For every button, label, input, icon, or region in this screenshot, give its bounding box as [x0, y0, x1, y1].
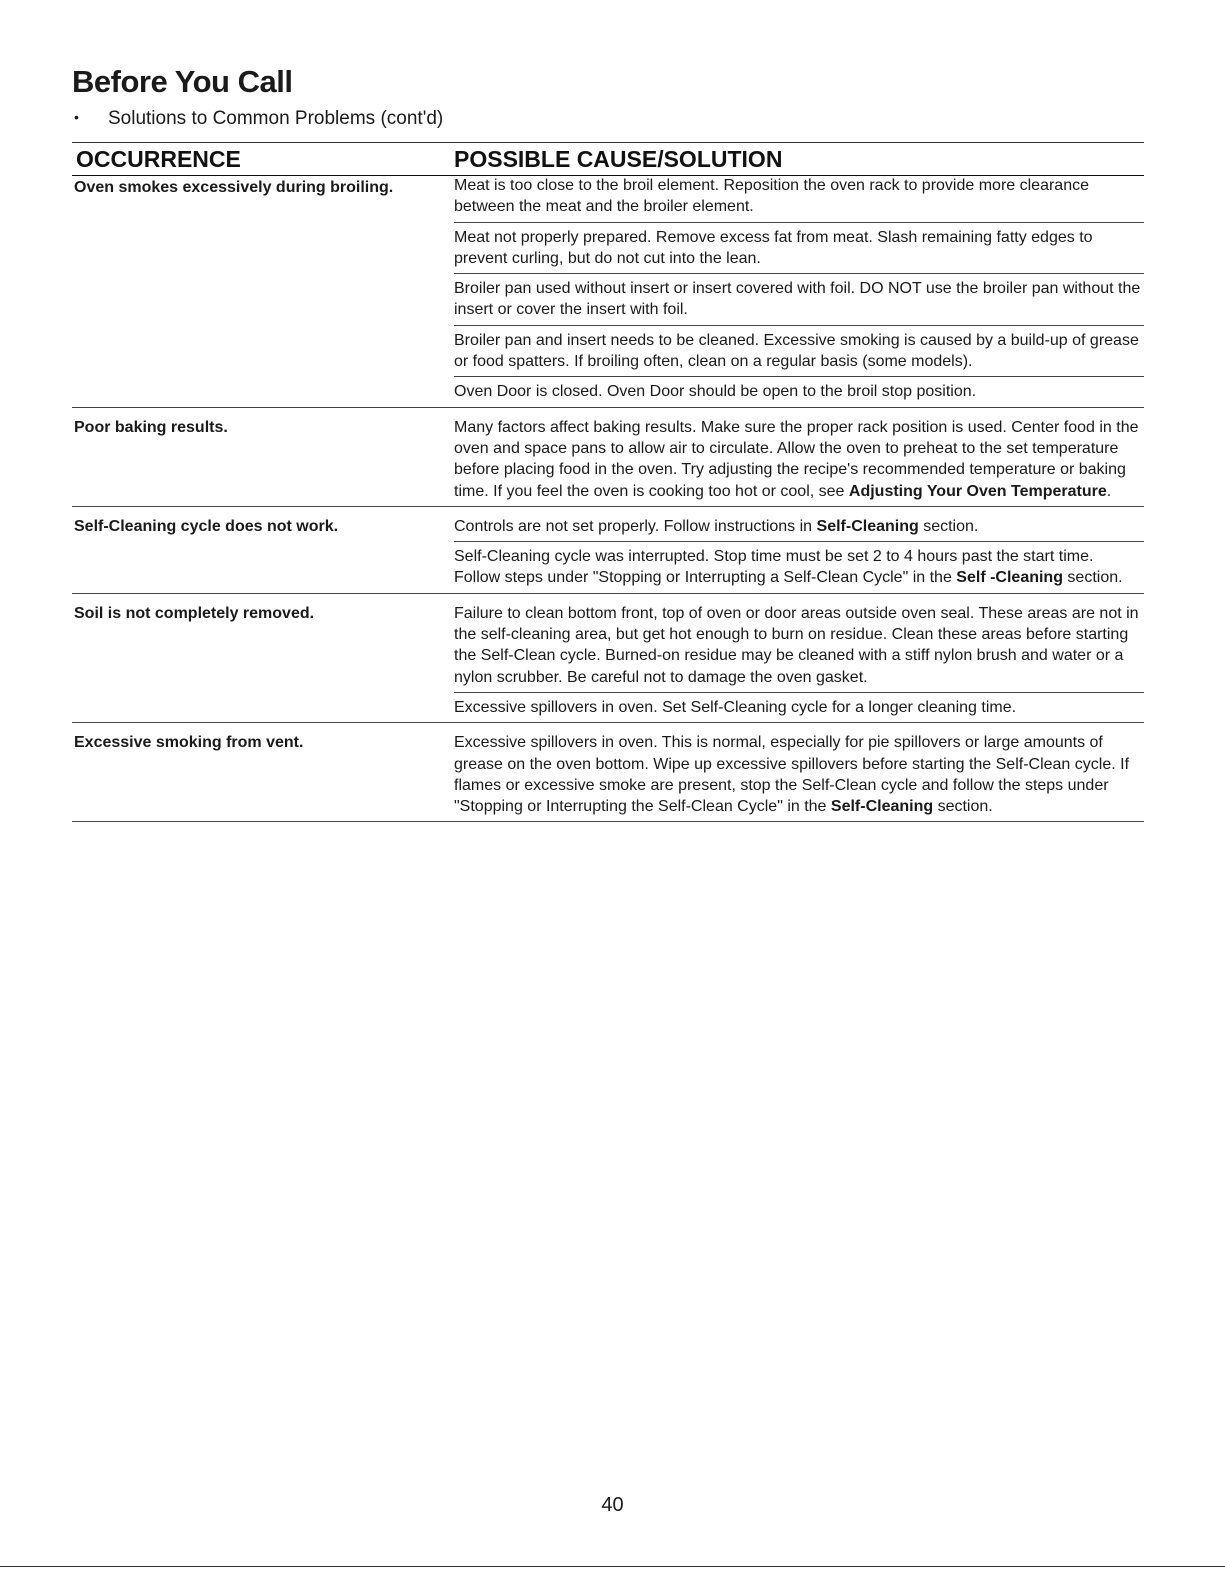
table-row	[72, 594, 1144, 723]
solution-list	[454, 408, 1144, 506]
occurrence-label: Soil is not completely removed.	[74, 604, 315, 622]
solution-text: Failure to clean bottom front, top of oven or door areas outside oven seal. These areas are not in the self-cleaning area, but get hot enough to burn on residue. Clean these areas before starting the Self-Clean cycle. Burned-on residue may be cleaned with a stiff nylon brush and water or a nylon scrubber. Be careful not to damage the oven gasket.	[454, 604, 1139, 686]
occurrence-label: Excessive smoking from vent.	[74, 734, 304, 752]
solution-text: Meat not properly prepared. Remove excess fat from meat. Slash remaining fatty edges to prevent curling, but do not cut into the lean.	[454, 228, 1093, 267]
table-header	[72, 143, 1144, 176]
troubleshooting-table	[72, 175, 1144, 822]
solution-text-end: section.	[918, 517, 979, 535]
solution-text-end: section.	[1062, 569, 1123, 587]
solution-text-end: .	[1106, 482, 1112, 500]
solution-text-end: section.	[933, 798, 993, 816]
solution-text: Excessive spillovers in oven. Set Self-Cleaning cycle for a longer cleaning time.	[454, 698, 1017, 716]
page-bottom-rule	[0, 1566, 1225, 1567]
page-number: 40	[601, 1494, 624, 1516]
solution-text: Broiler pan and insert needs to be cleaned. Excessive smoking is caused by a build-up of grease or food spatters. If broiling often, clean on a regular basis (some models).	[454, 331, 1139, 371]
solution-reference: Self-Cleaning	[816, 517, 919, 535]
solution-item	[454, 408, 1144, 506]
occurrence-label: Oven smokes excessively during broiling.	[74, 179, 394, 196]
solution-item	[454, 376, 1144, 406]
solution-item	[454, 175, 1144, 222]
occurrence-label: Self-Cleaning cycle does not work.	[74, 517, 339, 535]
solution-reference: Self -Cleaning	[956, 569, 1063, 587]
occurrence-label: Poor baking results.	[74, 418, 228, 436]
page-subtitle	[74, 108, 443, 130]
solution-text: Oven Door is closed. Oven Door should be open to the broil stop position.	[454, 383, 977, 401]
page-title: Before You Call	[72, 64, 293, 99]
solution-text: Self-Cleaning cycle was interrupted. Stop time must be set 2 to 4 hours past the start time. Follow steps under "Stopping or Interrupting a Self-Clean Cycle" in the	[454, 548, 1094, 587]
solution-item	[454, 594, 1144, 692]
solution-item	[454, 692, 1144, 722]
solution-item	[454, 541, 1144, 593]
solution-item	[454, 507, 1144, 541]
table-row	[72, 408, 1144, 507]
subtitle-text: Solutions to Common Problems (cont'd)	[108, 108, 444, 129]
solution-list	[454, 175, 1144, 407]
solution-list	[454, 594, 1144, 722]
solution-text: Many factors affect baking results. Make sure the proper rack position is used. Center food in the oven and space pans to allow air to circulate. Allow the oven to preheat to the set temperature before placing food in the oven. Try adjusting the recipe's recommended temperature or baking time. If you feel the oven is cooking too hot or cool, see	[454, 418, 1139, 500]
table-row	[72, 175, 1144, 408]
solution-item	[454, 325, 1144, 377]
solution-list	[454, 723, 1144, 821]
solution-item	[454, 273, 1144, 325]
solution-text: Meat is too close to the broil element. Reposition the oven rack to provide more clearance between the meat and the broiler element.	[454, 177, 1089, 216]
solution-list	[454, 507, 1144, 593]
solution-reference: Self-Cleaning	[830, 798, 934, 816]
solution-item	[454, 222, 1144, 274]
bullet-point: •	[74, 109, 79, 125]
solution-text: Excessive spillovers in oven. This is normal, especially for pie spillovers or large amounts of grease on the oven bottom. Wipe up excessive spillovers before starting the Self-Clean cycle. If flames or excessive smoke are present, stop the Self-Clean cycle and follow the steps under "Stopping or Interrupting the Self-Clean Cycle" in the	[454, 734, 1130, 816]
table-row	[72, 723, 1144, 822]
solution-text: Controls are not set properly. Follow instructions in	[454, 517, 817, 535]
table-row	[72, 507, 1144, 594]
occurrence-column-header: OCCURRENCE	[76, 146, 241, 172]
solution-column-header: POSSIBLE CAUSE/SOLUTION	[454, 146, 783, 172]
solution-reference: Adjusting Your Oven Temperature	[848, 482, 1107, 500]
solution-item	[454, 723, 1144, 821]
solution-text: Broiler pan used without insert or insert covered with foil. DO NOT use the broiler pan without the insert or cover the insert with foil.	[454, 280, 1141, 319]
